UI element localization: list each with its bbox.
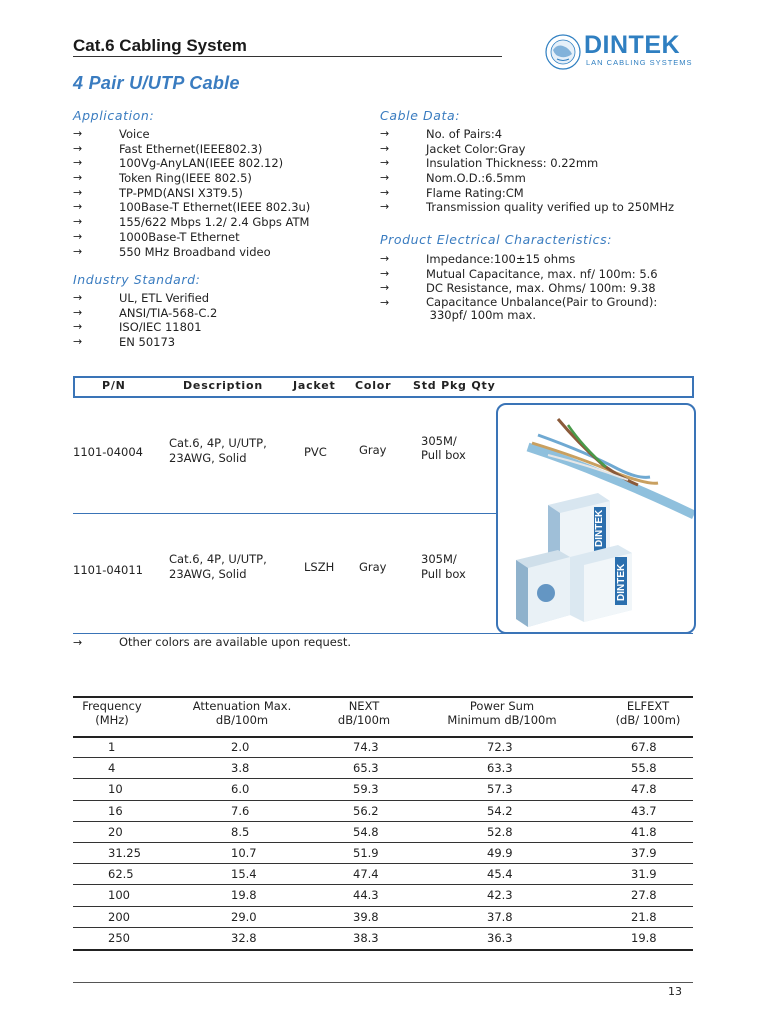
- perf-cell: 51.9: [353, 846, 379, 860]
- arrow-icon: →: [73, 185, 83, 199]
- list-item-text: UL, ETL Verified: [119, 291, 210, 305]
- arrow-icon: →: [73, 636, 83, 649]
- perf-cell: 32.8: [231, 930, 257, 945]
- arrow-icon: →: [73, 335, 83, 349]
- perf-cell: 37.9: [631, 846, 657, 860]
- footer-rule: [73, 982, 693, 983]
- perf-cell: 55.8: [631, 761, 657, 776]
- list-item: [380, 127, 692, 142]
- arrow-icon: →: [73, 305, 83, 319]
- perf-cell: 8.5: [231, 824, 250, 839]
- perf-cell: 62.5: [108, 867, 134, 882]
- row1-desc-line1: Cat.6, 4P, U/UTP,: [169, 436, 267, 450]
- perf-cell: 65.3: [353, 761, 379, 776]
- col-jacket: Jacket: [293, 379, 336, 392]
- list-item-text: ANSI/TIA-568-C.2: [119, 305, 218, 320]
- perf-header-cell: Power Sum: [469, 699, 535, 713]
- list-item-text: Voice: [119, 127, 150, 141]
- perf-cell: 250: [108, 930, 130, 945]
- perf-row-divider: [73, 906, 693, 907]
- perf-cell: 100: [108, 888, 130, 903]
- row1-desc-line2: 23AWG, Solid: [169, 451, 247, 465]
- list-item-text: Flame Rating:CM: [426, 185, 524, 200]
- perf-cell: 31.9: [631, 867, 657, 882]
- list-item-text: 100Base-T Ethernet(IEEE 802.3u): [119, 200, 311, 215]
- arrow-icon: →: [73, 244, 83, 258]
- product-photo: [496, 403, 696, 634]
- list-item: [73, 245, 363, 260]
- list-item-text: 550 MHz Broadband video: [119, 244, 271, 259]
- list-item-text: 100Vg-AnyLAN(IEEE 802.12): [119, 156, 284, 171]
- list-item: [380, 171, 692, 186]
- arrow-icon: →: [380, 141, 390, 155]
- arrow-icon: →: [380, 185, 390, 199]
- list-item-text: DC Resistance, max. Ohms/ 100m: 9.38: [426, 281, 656, 296]
- perf-header-cell: dB/100m: [215, 713, 269, 727]
- arrow-icon: →: [73, 156, 83, 170]
- industry-standard-heading: Industry Standard:: [73, 272, 201, 287]
- col-description: Description: [183, 379, 263, 392]
- cable-data-heading: Cable Data:: [380, 108, 461, 123]
- perf-cell: 6.0: [231, 782, 250, 797]
- list-item: [380, 252, 692, 267]
- list-item-text: 155/622 Mbps 1.2/ 2.4 Gbps ATM: [119, 215, 310, 230]
- electrical-list: [380, 252, 692, 322]
- list-item: [73, 230, 363, 245]
- row2-desc-line2: 23AWG, Solid: [169, 567, 247, 581]
- perf-table-top-rule: [73, 696, 693, 698]
- list-item: [380, 200, 692, 215]
- perf-cell: 56.2: [353, 803, 379, 818]
- perf-header-cell: NEXT: [348, 699, 380, 713]
- perf-cell: 37.8: [487, 909, 513, 924]
- perf-header-cell: Minimum dB/100m: [447, 713, 557, 727]
- perf-cell: 29.0: [231, 909, 257, 924]
- perf-cell: 39.8: [353, 909, 379, 924]
- perf-header-cell: dB/100m: [337, 713, 391, 727]
- perf-cell: 3.8: [231, 761, 250, 776]
- perf-cell: 63.3: [487, 761, 513, 776]
- perf-cell: 57.3: [487, 782, 513, 797]
- perf-header-cell: (dB/ 100m): [615, 713, 681, 727]
- perf-cell: 41.8: [631, 824, 657, 839]
- arrow-icon: →: [380, 266, 390, 280]
- arrow-icon: →: [73, 291, 83, 304]
- list-item-text: Insulation Thickness: 0.22mm: [426, 156, 599, 171]
- arrow-icon: →: [73, 141, 83, 155]
- perf-cell: 2.0: [231, 740, 250, 754]
- perf-header-cell: Frequency: [82, 699, 142, 713]
- cable-data-list: [380, 127, 692, 215]
- list-item: [73, 142, 363, 157]
- perf-row-divider: [73, 884, 693, 885]
- arrow-icon: →: [73, 171, 83, 185]
- row1-color: Gray: [359, 443, 387, 457]
- brand-name: DINTEK: [584, 31, 681, 59]
- row1-jacket: PVC: [304, 445, 327, 459]
- col-pn: P/N: [102, 379, 126, 392]
- arrow-icon: →: [380, 156, 390, 170]
- perf-cell: 10: [108, 782, 123, 797]
- list-item-text: ISO/IEC 11801: [119, 320, 202, 335]
- perf-cell: 47.4: [353, 867, 379, 882]
- list-item: [380, 156, 692, 171]
- arrow-icon: →: [380, 127, 390, 140]
- perf-cell: 59.3: [353, 782, 379, 797]
- row2-jacket: LSZH: [304, 560, 335, 574]
- perf-row-divider: [73, 927, 693, 928]
- perf-cell: 44.3: [353, 888, 379, 903]
- perf-row-divider: [73, 821, 693, 822]
- arrow-icon: →: [380, 200, 390, 214]
- perf-cell: 27.8: [631, 888, 657, 903]
- perf-cell: 74.3: [353, 740, 379, 754]
- perf-cell: 200: [108, 909, 130, 924]
- perf-cell: 1: [108, 740, 116, 754]
- list-item: [380, 267, 692, 282]
- arrow-icon: →: [73, 200, 83, 214]
- list-item: [380, 296, 692, 322]
- arrow-icon: →: [73, 215, 83, 229]
- list-item-text: Jacket Color:Gray: [426, 141, 526, 156]
- cable-box-illustration: [498, 405, 694, 632]
- list-item: [73, 215, 363, 230]
- industry-standard-list: [73, 291, 363, 350]
- row1-pn: 1101-04004: [73, 445, 143, 459]
- arrow-icon: →: [380, 171, 390, 185]
- list-item-text: Capacitance Unbalance(Pair to Ground): 330pf/ 100m max.: [426, 295, 658, 323]
- perf-cell: 15.4: [231, 867, 257, 882]
- row2-color: Gray: [359, 560, 387, 574]
- list-item: [73, 127, 363, 142]
- perf-row-divider: [73, 842, 693, 843]
- list-item-text: EN 50173: [119, 335, 176, 350]
- perf-cell: 49.9: [487, 846, 513, 860]
- perf-row-divider: [73, 778, 693, 779]
- product-title: 4 Pair U/UTP Cable: [73, 73, 240, 93]
- perf-cell: 38.3: [353, 930, 379, 945]
- globe-icon: [543, 32, 583, 72]
- row2-pn: 1101-04011: [73, 563, 143, 577]
- row-divider: [73, 513, 497, 514]
- page-number: 13: [668, 985, 682, 998]
- perf-cell: 52.8: [487, 824, 513, 839]
- perf-row-divider: [73, 863, 693, 864]
- perf-cell: 54.8: [353, 824, 379, 839]
- perf-cell: 10.7: [231, 846, 257, 860]
- list-item: [73, 186, 363, 201]
- perf-cell: 47.8: [631, 782, 657, 797]
- product-table-header: [73, 376, 694, 398]
- perf-cell: 7.6: [231, 803, 250, 818]
- perf-cell: 16: [108, 803, 123, 818]
- list-item: [73, 200, 363, 215]
- perf-cell: 72.3: [487, 740, 513, 754]
- arrow-icon: →: [73, 229, 83, 243]
- arrow-icon: →: [380, 296, 390, 310]
- perf-cell: 19.8: [631, 930, 657, 945]
- list-item: [73, 291, 363, 306]
- list-item-text: Token Ring(IEEE 802.5): [119, 171, 252, 186]
- row2-desc-line1: Cat.6, 4P, U/UTP,: [169, 552, 267, 566]
- perf-row-divider: [73, 757, 693, 758]
- perf-row-divider: [73, 800, 693, 801]
- row1-pkg-line1: 305M/: [421, 434, 457, 448]
- col-std-pkg: Std Pkg Qty: [413, 379, 496, 392]
- perf-cell: 4: [108, 761, 116, 776]
- perf-cell: 67.8: [631, 740, 657, 754]
- list-item-text: Impedance:100±15 ohms: [426, 252, 576, 266]
- perf-header-cell: (MHz): [95, 713, 129, 727]
- list-item-text: Mutual Capacitance, max. nf/ 100m: 5.6: [426, 266, 658, 281]
- list-item-text: 1000Base-T Ethernet: [119, 229, 240, 244]
- row2-pkg-line1: 305M/: [421, 552, 457, 566]
- arrow-icon: →: [380, 281, 390, 295]
- header-rule: [73, 56, 502, 57]
- electrical-heading: Product Electrical Characteristics:: [380, 232, 613, 247]
- perf-cell: 20: [108, 824, 123, 839]
- list-item: [73, 171, 363, 186]
- row2-pkg-line2: Pull box: [421, 567, 466, 581]
- list-item-text: TP-PMD(ANSI X3T9.5): [119, 185, 243, 200]
- perf-table-header-rule: [73, 736, 693, 738]
- perf-cell: 31.25: [108, 846, 141, 860]
- perf-header-cell: Attenuation Max.: [192, 699, 292, 713]
- list-item: [380, 281, 692, 296]
- application-list: [73, 127, 363, 259]
- box-label-front: DINTEK: [616, 563, 627, 601]
- perf-cell: 42.3: [487, 888, 513, 903]
- box-label-back: DINTEK: [594, 509, 605, 547]
- arrow-icon: →: [73, 127, 83, 140]
- list-item: [73, 156, 363, 171]
- arrow-icon: →: [380, 252, 390, 265]
- list-item-text: Fast Ethernet(IEEE802.3): [119, 141, 263, 156]
- list-item: [380, 142, 692, 157]
- perf-cell: 54.2: [487, 803, 513, 818]
- col-color: Color: [355, 379, 392, 392]
- perf-cell: 19.8: [231, 888, 257, 903]
- list-item-text: No. of Pairs:4: [426, 127, 503, 141]
- list-item: [73, 306, 363, 321]
- list-item-text: Transmission quality verified up to 250MHz: [426, 200, 675, 215]
- perf-cell: 36.3: [487, 930, 513, 945]
- row1-pkg-line2: Pull box: [421, 448, 466, 462]
- list-item: [73, 320, 363, 335]
- perf-header-cell: ELFEXT: [626, 699, 670, 713]
- list-item-text: Nom.O.D.:6.5mm: [426, 171, 526, 186]
- perf-cell: 45.4: [487, 867, 513, 882]
- list-item: [73, 335, 363, 350]
- availability-note-text: Other colors are available upon request.: [119, 635, 352, 649]
- perf-cell: 43.7: [631, 803, 657, 818]
- perf-table-bottom-rule: [73, 949, 693, 951]
- document-title: Cat.6 Cabling System: [73, 36, 247, 55]
- application-heading: Application:: [73, 108, 155, 123]
- perf-cell: 21.8: [631, 909, 657, 924]
- list-item: [380, 186, 692, 201]
- arrow-icon: →: [73, 320, 83, 334]
- brand-tagline: LAN CABLING SYSTEMS: [586, 58, 693, 67]
